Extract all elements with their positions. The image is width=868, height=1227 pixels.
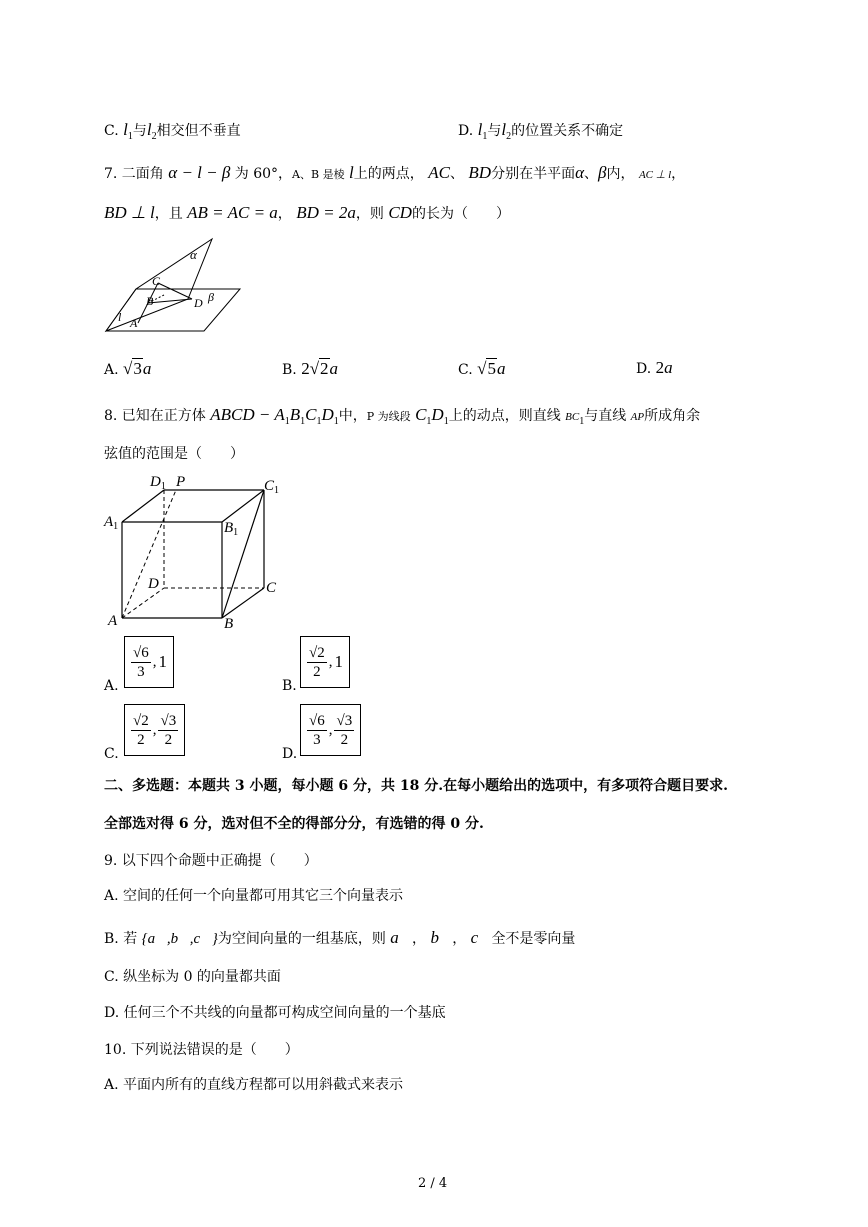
q10-stem: 10. 下列说法错误的是（ ） xyxy=(104,1042,299,1058)
q8-opt-a-num: √6 xyxy=(133,644,149,661)
q7-text2: A、B 是棱 xyxy=(292,168,345,181)
q8-opt-a-interval: $\frac{√6}{3}$ , 1 xyxy=(124,636,174,688)
q8-opt-b-letter: B. xyxy=(282,678,297,694)
q8-opt-c-den1: 2 xyxy=(137,731,145,748)
q8-opt-d-interval: $\frac{√6}{3}$ , $\frac{√3}{2}$ xyxy=(300,704,361,756)
q8-opt-c-interval: $\frac{√2}{2}$ , $\frac{√3}{2}$ xyxy=(124,704,185,756)
q9-b-comma1: ， xyxy=(412,931,427,947)
q9-option-d: D. 任何三个不共线的向量都可构成空间向量的一个基底 xyxy=(104,1005,446,1021)
q7-fig-b: B xyxy=(146,294,154,308)
q6-option-c-letter: C. xyxy=(104,123,119,139)
q7-bd: BD xyxy=(468,163,492,182)
q8-fig-b: B xyxy=(224,616,234,632)
q7-opt-c-value: √5a xyxy=(477,359,506,378)
q9-b-set: {a⃗,b⃗,c⃗} xyxy=(141,931,218,947)
q8-fig-d1: $D_1$ xyxy=(150,474,166,492)
q8-opt-d-frac2 xyxy=(334,712,354,749)
q7-bd-val: BD = 2a xyxy=(296,203,356,222)
q7-stem-line1 xyxy=(104,163,685,183)
q8-opt-d-num2: √3 xyxy=(336,712,353,729)
q8-fig-a: A xyxy=(108,613,118,629)
q8-opt-a-den: 3 xyxy=(137,663,145,680)
q8-stem-line2 xyxy=(104,443,244,463)
q7-l: l xyxy=(349,163,354,182)
q8-fig-c: C xyxy=(266,580,277,596)
q8-opt-a-upper: 1 xyxy=(158,652,167,671)
q8-fig-c1: $C_1$ xyxy=(264,478,280,496)
q7-text7: 分别在半平面 xyxy=(491,166,576,182)
q9-stem: 9. 以下四个命题中正确提（ ） xyxy=(104,853,318,869)
q8-opt-a-frac xyxy=(131,644,151,681)
q8-text4: 与直线 xyxy=(584,408,627,424)
q8-text1: 中， xyxy=(338,408,367,424)
q7-fig-l: l xyxy=(118,310,122,324)
q7-l2-8: 的长为（ ） xyxy=(411,206,510,222)
q8-fig-d: D xyxy=(148,576,159,592)
q7-opt-c-letter: C. xyxy=(458,362,473,378)
q8-opt-d-den1: 3 xyxy=(313,731,321,748)
q8-fig-p: P xyxy=(176,474,186,490)
q8-opt-b-interval: $\frac{√2}{2}$ , 1 xyxy=(300,636,350,688)
q7-text3: 上的两点， xyxy=(353,166,424,182)
q9-b-vc: c⃗ xyxy=(470,928,492,947)
q6-option-d-letter: D. xyxy=(458,123,474,139)
q7-l2-2: ，且 xyxy=(154,206,183,222)
q7-fig-c: C xyxy=(152,274,161,288)
q7-ac: AC xyxy=(428,163,450,182)
q7-option-d xyxy=(636,358,673,378)
q8-text5: 所成角余 xyxy=(644,408,701,424)
q9-b-post: 全不是零向量 xyxy=(491,931,576,947)
q8-text2: P 为线段 xyxy=(366,410,411,423)
q6-l1: $l_1$ xyxy=(123,120,133,142)
q6-option-d-text: 的位置关系不确定 xyxy=(511,123,624,139)
q7-cd: CD xyxy=(388,203,412,222)
q8-number: 8. 已知在正方体 xyxy=(104,408,206,424)
q8-opt-d-letter: D. xyxy=(282,746,298,762)
q7-ab-ac: AB = AC = a xyxy=(187,203,278,222)
q6-option-c xyxy=(104,120,241,142)
q9-option-b xyxy=(104,928,575,948)
q8-opt-c-num1: √2 xyxy=(133,712,149,729)
q6-d-l2: $l_2$ xyxy=(501,120,512,142)
q8-opt-b-frac xyxy=(307,644,327,681)
q8-line2: 弦值的范围是（ ） xyxy=(104,446,244,462)
q6-c-yu: 与 xyxy=(132,123,147,139)
q8-stem-line1 xyxy=(104,405,700,427)
q7-opt-b-value: 2√2a xyxy=(301,359,339,378)
q7-option-a xyxy=(104,358,151,379)
q7-ac-perp: AC ⊥ l xyxy=(638,169,672,181)
q8-opt-c-num2: √3 xyxy=(160,712,177,729)
q7-fig-d: D xyxy=(194,296,203,310)
q7-fig-a: A xyxy=(130,316,138,330)
q8-cube-figure xyxy=(100,470,290,635)
q7-option-c xyxy=(458,358,505,379)
q7-l2-6: ，则 xyxy=(355,206,384,222)
q8-fig-a1: $A_1$ xyxy=(104,514,119,532)
q7-opt-a-letter: A. xyxy=(104,362,119,378)
q8-opt-d-num1: √6 xyxy=(309,712,325,729)
q9-option-c: C. 纵坐标为 0 的向量都共面 xyxy=(104,969,281,985)
q8-opt-b-upper: 1 xyxy=(334,652,343,671)
section2-heading-line1: 二、多选题：本题共 3 小题，每小题 6 分，共 18 分.在每小题给出的选项中，有多项符合题目要求. xyxy=(104,778,728,794)
q7-l2-4: ， xyxy=(277,206,292,222)
q7-text9: 内， xyxy=(606,166,635,182)
q7-alpha: α xyxy=(575,163,585,182)
q10-option-a: A. 平面内所有的直线方程都可以用斜截式来表示 xyxy=(104,1077,404,1093)
q8-fig-b1: $B_1$ xyxy=(224,520,239,538)
q7-beta: β xyxy=(598,163,607,182)
q7-fig-alpha: α xyxy=(190,247,197,262)
q7-dihedral-figure xyxy=(100,235,245,340)
q9-b-pre: B. 若 xyxy=(104,931,138,947)
q8-solid: ABCD − $A_1B_1C_1D_1$ xyxy=(210,405,339,427)
q8-opt-c-den2: 2 xyxy=(164,731,173,748)
q8-opt-c-frac1 xyxy=(131,712,151,749)
q8-seg: $C_1D_1$ xyxy=(415,405,449,427)
q7-text11: ， xyxy=(671,166,686,182)
q8-opt-c-letter: C. xyxy=(104,746,119,762)
q6-d-yu: 与 xyxy=(487,123,502,139)
q7-number: 7. 二面角 xyxy=(104,166,164,182)
q8-opt-d-den2: 2 xyxy=(340,731,349,748)
q6-l2: $l_2$ xyxy=(146,120,157,142)
q6-d-l1: $l_1$ xyxy=(477,120,488,142)
q8-opt-d-frac1 xyxy=(307,712,327,749)
q9-b-comma2: ， xyxy=(452,931,467,947)
q7-text1: 为 60°， xyxy=(234,166,293,182)
q6-option-c-text: 相交但不垂直 xyxy=(156,123,241,139)
q7-bd-perp: BD ⊥ l xyxy=(104,203,155,222)
q8-opt-b-den: 2 xyxy=(313,663,321,680)
q7-dihedral: α − l − β xyxy=(168,163,231,182)
q8-opt-b-num: √2 xyxy=(309,644,325,661)
q7-opt-d-value: 2a xyxy=(655,358,673,377)
q8-opt-a-letter: A. xyxy=(104,678,119,694)
q8-bc1: BC1 xyxy=(565,411,585,427)
q9-b-vb: b⃗ xyxy=(430,928,453,947)
q8-opt-c-frac2 xyxy=(158,712,178,749)
q8-text3: 上的动点，则直线 xyxy=(448,408,561,424)
q7-text8: 、 xyxy=(584,166,599,182)
q7-text5: 、 xyxy=(449,166,464,182)
q9-option-a: A. 空间的任何一个向量都可用其它三个向量表示 xyxy=(104,888,404,904)
q9-b-va: a⃗ xyxy=(390,928,413,947)
q9-b-mid: 为空间向量的一组基底，则 xyxy=(217,931,386,947)
q7-stem-line2 xyxy=(104,203,510,223)
q7-fig-beta: β xyxy=(208,290,214,304)
q7-option-b xyxy=(282,358,338,379)
q8-ap: AP xyxy=(630,411,645,423)
page-number: 2 / 4 xyxy=(418,1176,448,1191)
q7-opt-b-letter: B. xyxy=(282,362,297,378)
q6-option-d xyxy=(458,120,623,142)
section2-heading-line2: 全部选对得 6 分，选对但不全的得部分分，有选错的得 0 分. xyxy=(104,816,484,832)
q7-opt-a-value: √3a xyxy=(123,359,152,378)
q7-opt-d-letter: D. xyxy=(636,361,652,377)
